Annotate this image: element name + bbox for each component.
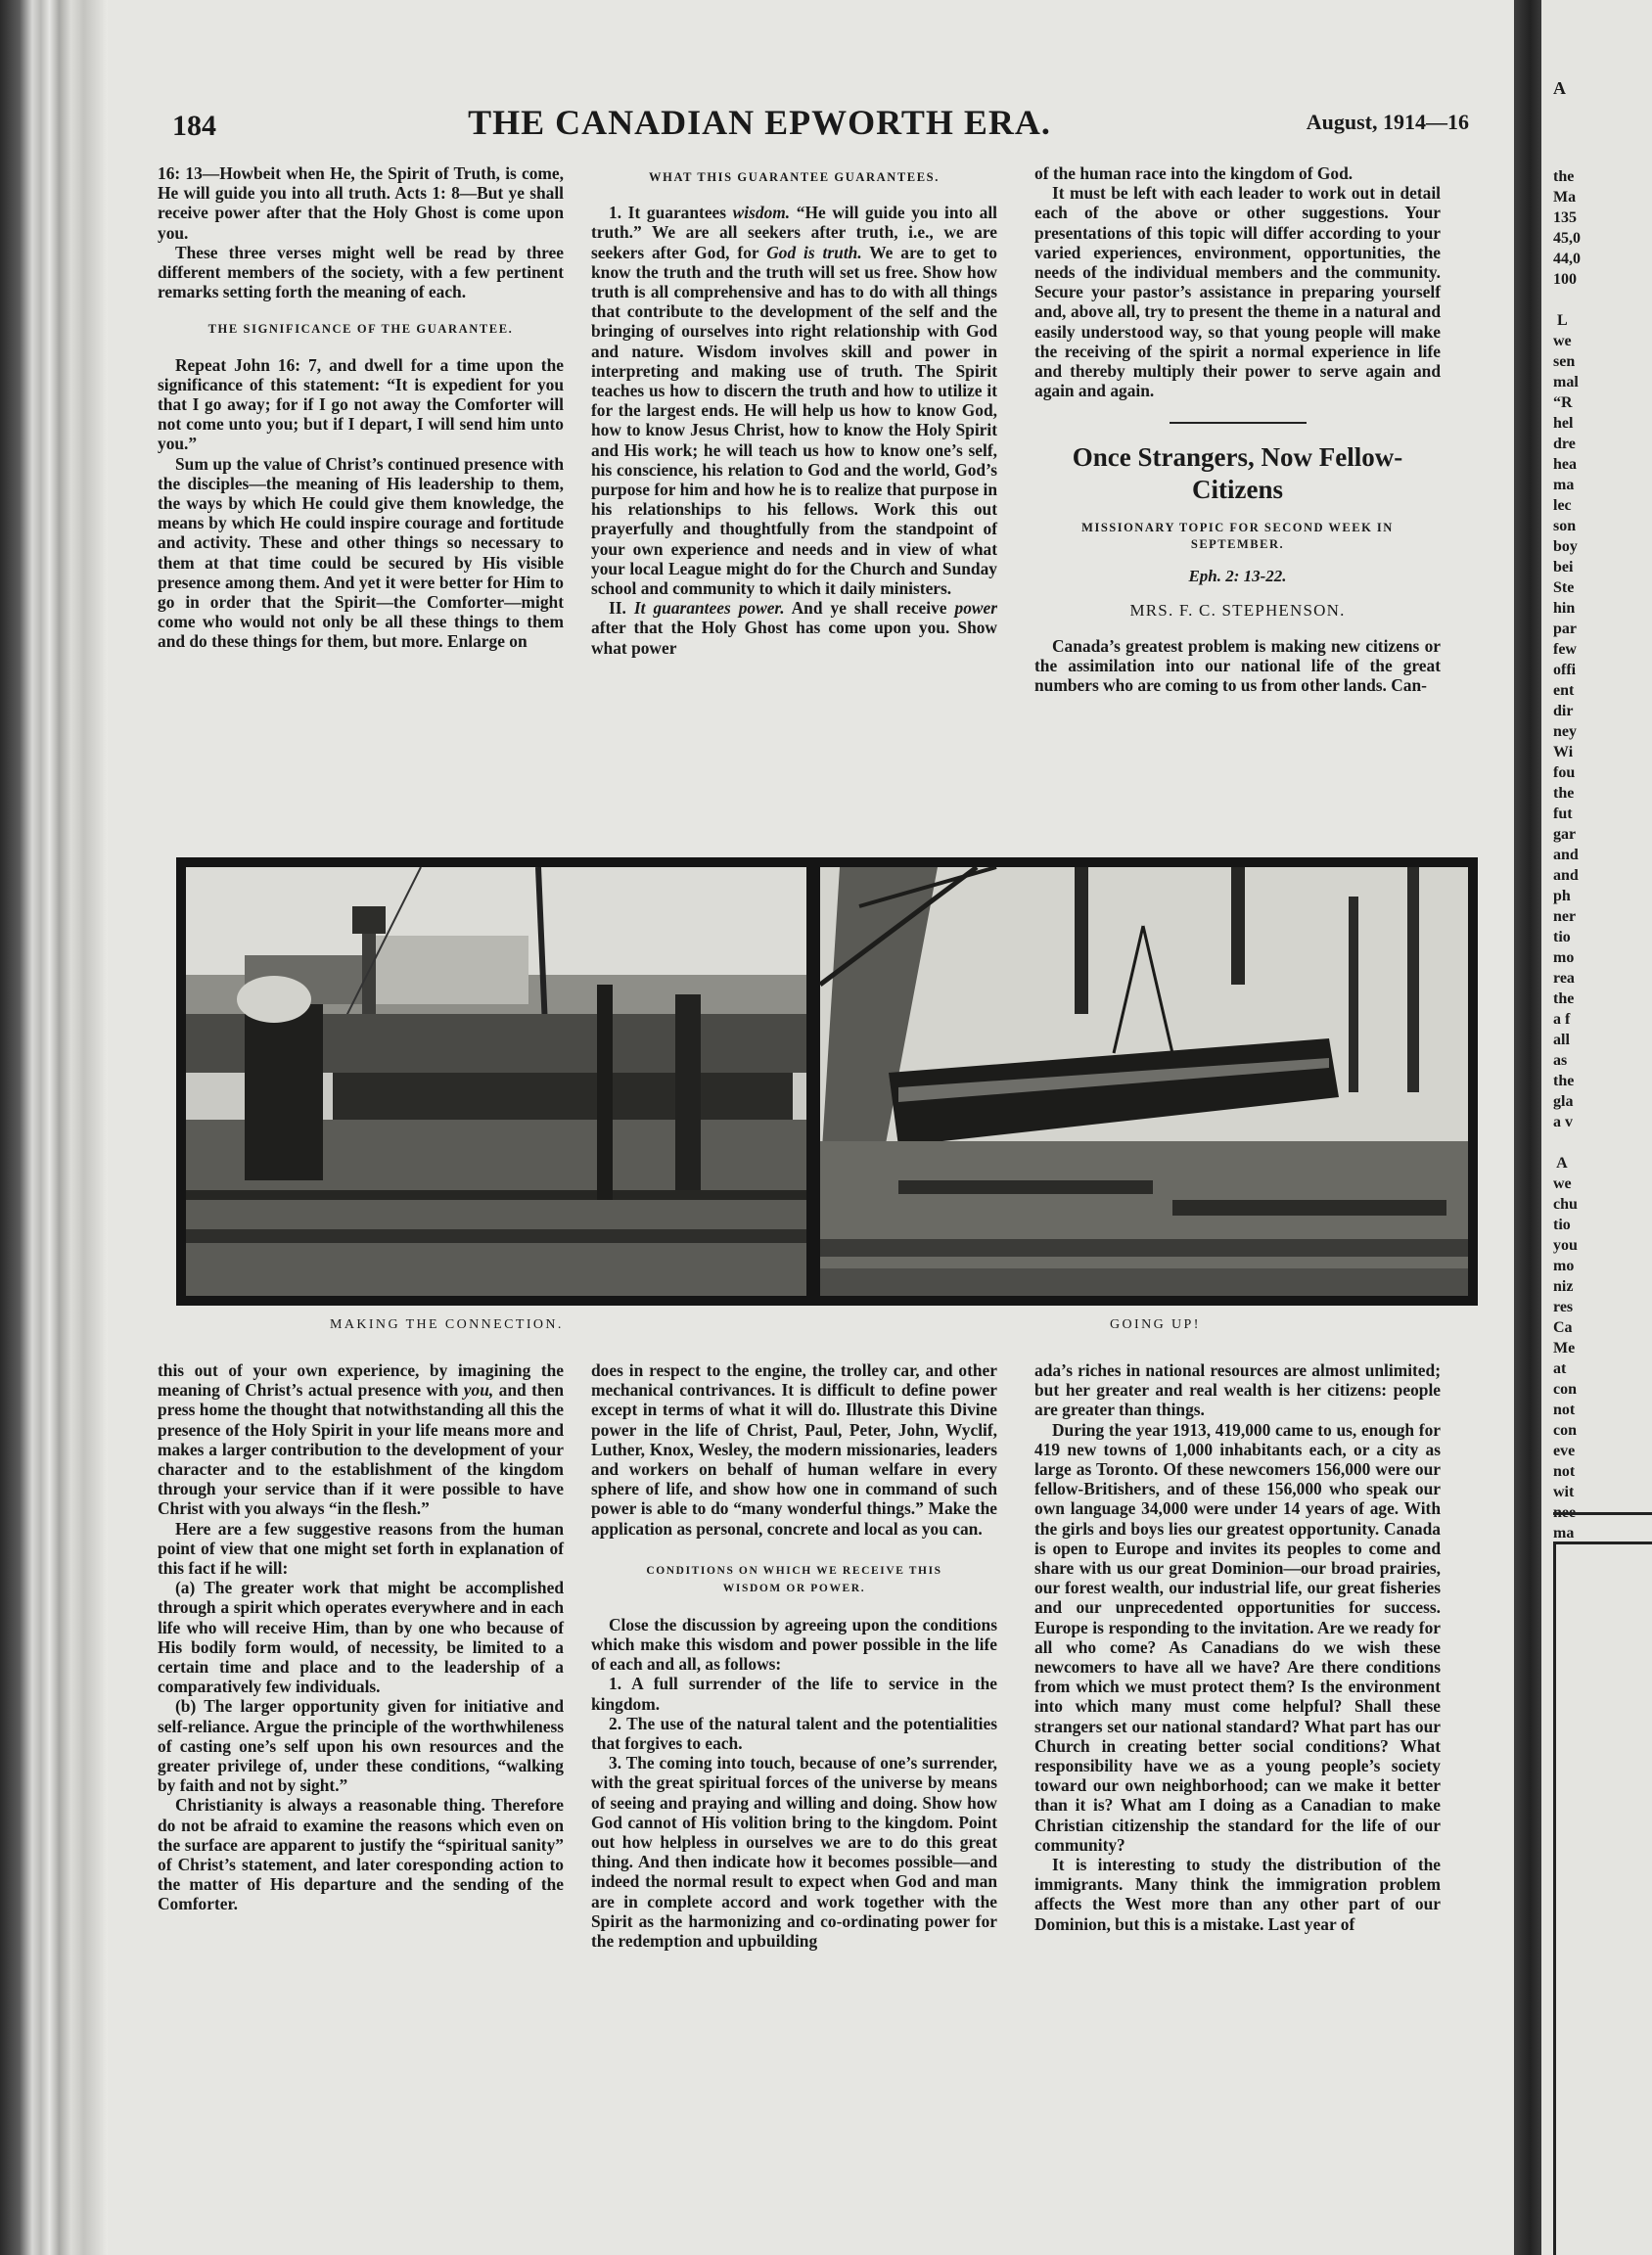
paragraph: ada’s riches in national resources are almost unlimited; but her greater and real wealth is her citizens: people are greater than things. <box>1034 1360 1441 1420</box>
crane-lifting-beam-illustration <box>820 867 1468 1296</box>
adjacent-page-header-fragment: A <box>1553 78 1566 98</box>
paragraph: of the human race into the kingdom of God. <box>1034 163 1354 183</box>
adjacent-page-text-fragments: the Ma 135 45,0 44,0 100 L we sen mal “R hel dre hea ma lec son boy bei Ste hin par few offi ent dir ney Wi fou the fut gar and and ph ner tio mo rea the a f all as the gla a v A we chu tio you mo niz res Ca Me at con not con eve not wit ma <box>1553 168 1581 1542</box>
page-edge-shadow <box>1514 0 1541 2255</box>
paragraph <box>591 203 997 598</box>
column-3-bottom <box>1034 1360 1441 1934</box>
paragraph: 1. A full surrender of the life to service in the kingdom. <box>591 1674 997 1714</box>
scripture-reference: Eph. 2: 13-22. <box>1188 567 1287 586</box>
photo-caption-left: MAKING THE CONNECTION. <box>330 1317 564 1332</box>
paragraph: It is interesting to study the distribution of the immigrants. Many think the immigration problem affects the West more than any other part of our Dominion, but this is a mistake. Last year of <box>1034 1855 1441 1934</box>
paragraph: 16: 13—Howbeit when He, the Spirit of Truth, is come, He will guide you into all truth. Acts 1: 8—But ye shall receive power after that the Holy Ghost is come upon you. <box>158 163 564 243</box>
emphasis: God is truth. <box>766 242 862 262</box>
emphasis: you, <box>463 1380 494 1401</box>
column-1-top <box>158 163 564 652</box>
text-run: II. <box>609 598 634 619</box>
paragraph: Here are a few suggestive reasons from the human point of view that one might set forth in explanation of this fact if he will: <box>158 1518 564 1579</box>
text-run: And ye shall receive <box>784 598 955 619</box>
article-title: Once Strangers, Now Fellow-Citizens <box>1072 442 1403 505</box>
photo-caption-right: GOING UP! <box>1110 1317 1201 1332</box>
text-run: “He will guide you into all truth.” We are all seekers after truth, i.e., we are seekers after God, for <box>591 203 997 262</box>
emphasis: power <box>954 598 997 619</box>
book-binding-gutter <box>0 0 108 2255</box>
section-heading: WHAT THIS GUARANTEE GUARANTEES. <box>649 170 940 184</box>
paragraph: Canada’s greatest problem is making new citizens or the assimilation into our national life of the great numbers who are coming to us from other lands. Can- <box>1034 635 1441 696</box>
photo-going-up <box>820 867 1468 1296</box>
paragraph: (a) The greater work that might be accomplished through a spirit which operates everywhere and in each life who will receive Him, than by one who because of His bodily form would, of necessity, be limited to a certain time and place and to the leadership of a comparatively few individuals. <box>158 1578 564 1697</box>
paragraph: Christianity is always a reasonable thing. Therefore do not be afraid to examine the reasons which even on the surface are apparent to justify the “spiritual sanity” of Christ’s statement, and later coresponding action to the matter of His departure and the sending of the Comforter. <box>158 1795 564 1914</box>
adjacent-page-rule <box>1553 1512 1652 1515</box>
paragraph: These three verses might well be read by three different members of the society, with a few pertinent remarks setting forth the meaning of each. <box>158 242 564 302</box>
article-subtitle: MISSIONARY TOPIC FOR SECOND WEEK IN SEPTEMBER. <box>1081 521 1394 552</box>
text-run: 1. It guarantees <box>609 203 733 223</box>
column-2-bottom <box>591 1360 997 1951</box>
text-run: this out of your own experience, by imagining the meaning of Christ’s actual presence with <box>158 1360 564 1401</box>
paragraph: Close the discussion by agreeing upon the conditions which make this wisdom and power possible in the life of each and all, as follows: <box>591 1614 997 1675</box>
emphasis: It guarantees power. <box>633 598 785 619</box>
column-3-top <box>1034 163 1441 695</box>
photo-spread <box>176 857 1478 1306</box>
paragraph: does in respect to the engine, the trolley car, and other mechanical contrivances. It is difficult to define power except in terms of what it will do. Illustrate this Divine power in the life of Christ, Paul, Peter, John, Wyclif, Luther, Knox, Wesley, the modern missionaries, leaders and workers on behalf of human welfare in every sphere of life, and show how one in command of such power is able to do “many wonderful things.” Make the application as personal, concrete and local as you can. <box>591 1360 997 1539</box>
paragraph: Repeat John 16: 7, and dwell for a time upon the significance of this statement: “It is expedient for you that I go away; for if I go not away the Comforter will not come unto you; but if I depart, I will send him unto you.” <box>158 354 564 454</box>
divider <box>1170 422 1307 424</box>
paragraph: During the year 1913, 419,000 came to us, enough for 419 new towns of 1,000 inhabitants each, or a city as large as Toronto. Of these newcomers 156,000 were our fellow-Britishers, and of these 156,000 who speak our own language 34,000 were under 14 years of age. With the girls and boys lies our greatest opportunity. Canada is open to Europe and invites its peoples to come and share with us our great Dominion—our broad prairies, our forest wealth, our industrial life, our great fisheries and our unprecedented opportunities for success. Europe is responding to the invitation. Are we ready for all who come? As Canadians do we wish these newcomers to have all we have? Are there conditions from which we must protect them? Is the environment into which many must come helpful? Shall these strangers set our national standard? What part has our Church in creating better social conditions? What responsibility have we as a young people’s society toward our own neighborhood; can we make it better than it is? What am I doing as a Canadian to make Christian citizenship the standard for the life of our community? <box>1034 1419 1441 1855</box>
paragraph: Sum up the value of Christ’s continued presence with the disciples—the meaning of His leadership to them, the ways by which He could give them knowledge, the means by which He could inspire courage and fortitude and activity. These and other things so necessary to them at that time could be secured by His visible presence among them. And yet it were better for Him to go in order that the Spirit—the Comforter—might come who would not only be all these things to them and do these things for them, but more. Enlarge on <box>158 453 564 652</box>
paragraph: 2. The use of the natural talent and the potentialities that forgives to each. <box>591 1713 997 1754</box>
text-run: and then press home the thought that notwithstanding all this the presence of the Holy Spirit in your life means more and makes a larger contribution to the development of your character and to the establishment of the kingdom through your service than if it were possible to have Christ with you always “in the flesh.” <box>158 1380 565 1519</box>
section-heading: CONDITIONS ON WHICH WE RECEIVE THIS WISDOM OR POWER. <box>646 1564 942 1594</box>
paragraph <box>158 1360 564 1519</box>
article-author: MRS. F. C. STEPHENSON. <box>1129 600 1346 620</box>
adjacent-page-box <box>1553 1542 1652 2255</box>
paragraph <box>591 598 997 658</box>
adjacent-page-fragment <box>1541 0 1652 2255</box>
magazine-page <box>108 0 1514 2255</box>
column-1-bottom <box>158 1360 564 1914</box>
paragraph: 3. The coming into touch, because of one’s surrender, with the great spiritual forces of the universe by means of seeing and praying and willing and doing. Show how God cannot of His volition bring to the kingdom. Point out how helpless in ourselves we are to do this great thing. And then indicate how it becomes possible—and indeed the normal result to expect when God and man are in complete accord and work together with the Spirit as the harmonizing and co-ordinating power for the redemption and upbuilding <box>591 1753 997 1952</box>
emphasis: wisdom. <box>732 203 791 223</box>
text-run: We are to get to know the truth and the truth will set us free. Show how truth is all comprehensive and has to do with all things that contribute to the development of the self and the bringing of ourselves into right relationship with God and nature. Wisdom involves skill and power in interpreting and making use of truth. The Spirit teaches us how to discern the truth and how to utilize it for the largest ends. He will help us how to know God, how to know Jesus Christ, how to know the Holy Spirit and His work; he will teach us how to know one’s self, his conscience, his relation to God and the world, God’s purpose for him and how he is to realize that purpose in his relationships to his fellows. Work this out prayerfully and thoughtfully from the standpoint of your own experience and needs and in view of what your local League might do for the Church and Sunday school and community to which it daily ministers. <box>591 242 997 599</box>
page-header <box>172 102 1469 151</box>
photo-making-the-connection <box>186 867 806 1296</box>
magazine-title: THE CANADIAN EPWORTH ERA. <box>468 103 1051 142</box>
paragraph: (b) The larger opportunity given for initiative and self-reliance. Argue the principle of the worthwhileness of casting one’s self upon his own resources and the greater privilege of, under these conditions, “walking by faith and not by sight.” <box>158 1696 564 1796</box>
issue-date: August, 1914—16 <box>1306 110 1469 134</box>
text-run: after that the Holy Ghost has come upon you. Show what power <box>591 618 997 658</box>
column-2-top <box>591 163 997 658</box>
paragraph: It must be left with each leader to work out in detail each of the above or other suggestions. Your presentations of this topic will differ according to your varied experiences, environment, opportunities, the needs of the individual members and the community. Secure your pastor’s assistance in preparing yourself and, above all, try to present the theme in a natural and easily understood way, so that young people will make the receiving of the spirit a normal experience in life and thereby multiply their power to serve again and again and again. <box>1034 183 1441 401</box>
page-number: 184 <box>172 110 216 142</box>
steel-workers-photo-illustration <box>186 867 806 1296</box>
section-heading: THE SIGNIFICANCE OF THE GUARANTEE. <box>207 322 514 337</box>
